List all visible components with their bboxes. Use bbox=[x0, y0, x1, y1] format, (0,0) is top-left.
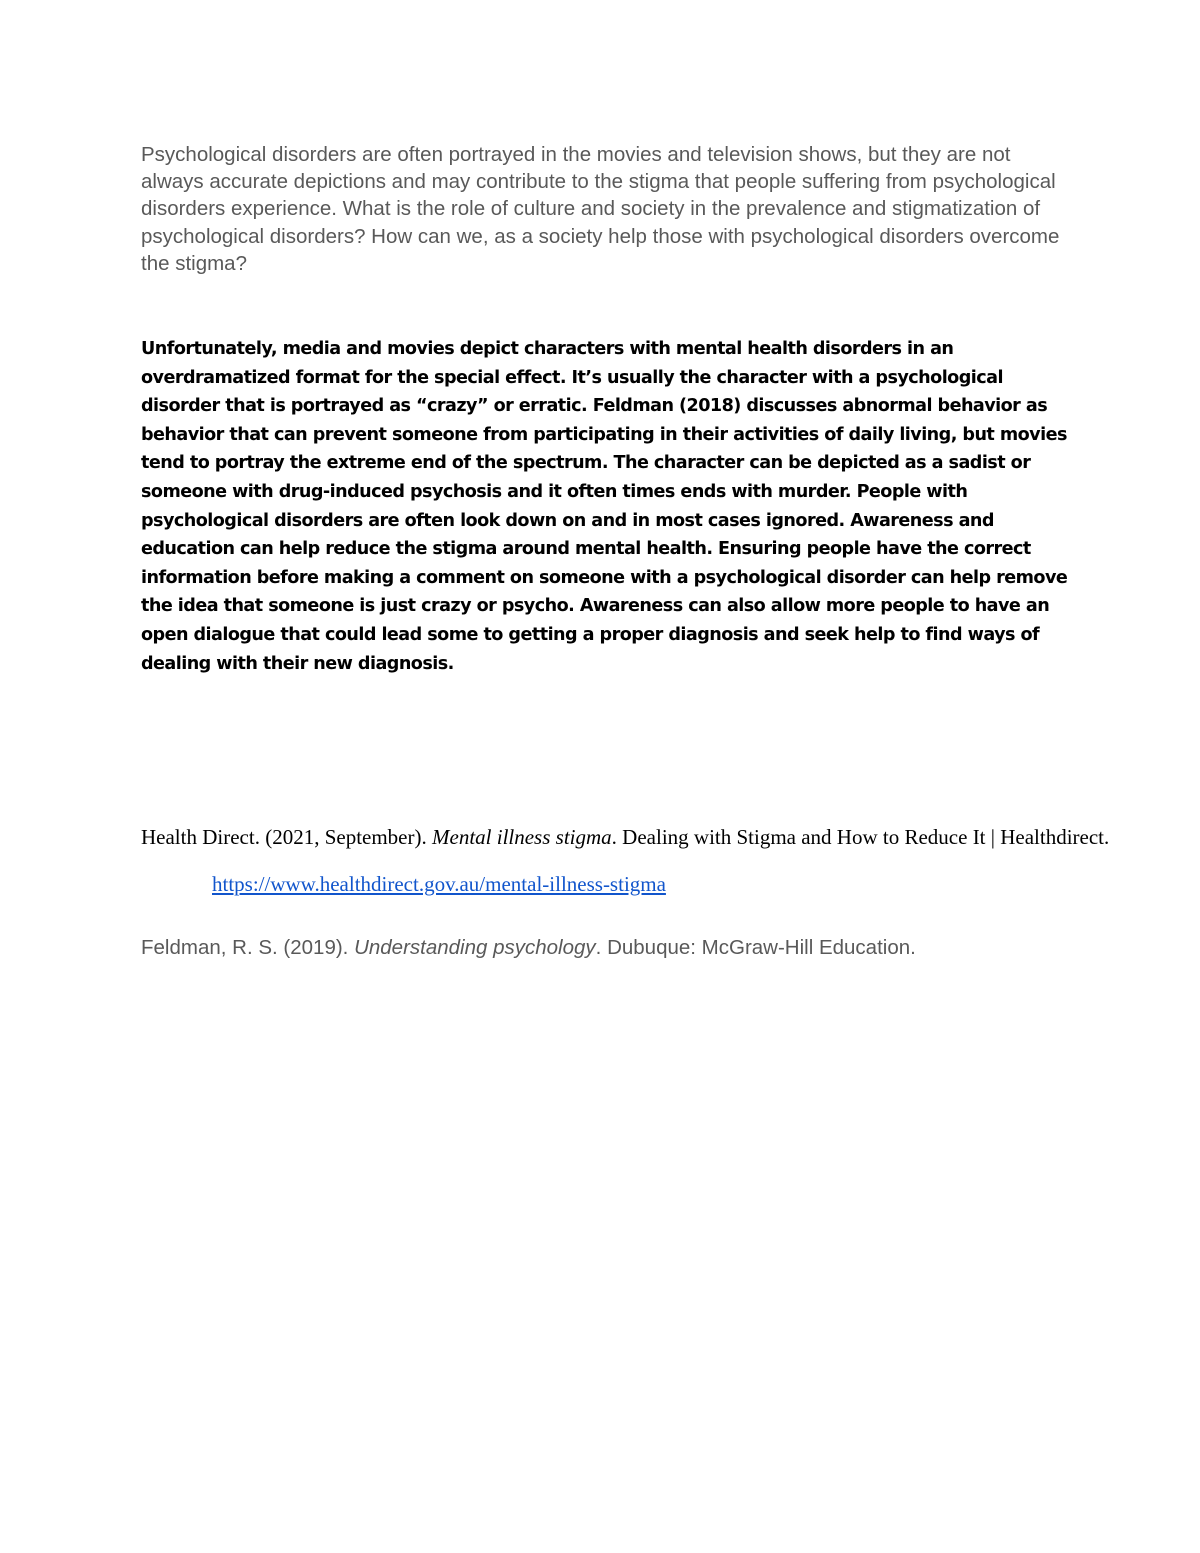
response-paragraph: Unfortunately, media and movies depict characters with mental health disorders in an overdramatized format for the special effect. It’s usually the character with a psychological disorder that is portrayed as “crazy” or erratic. Feldman (2018) discusses abnormal behavior as behavior that can prevent someone from participating in their activities of daily living, but movies tend to portray the extreme end of the spectrum. The character can be depicted as a sadist or someone with drug-induced psychosis and it often times ends with murder. People with psychological disorders are often look down on and in most cases ignored. Awareness and education can help reduce the stigma around mental health. Ensuring people have the correct information before making a comment on someone with a psychological disorder can help remove the idea that someone is just crazy or psycho. Awareness can also allow more people to have an open dialogue that could lead some to getting a proper diagnosis and seek help to find ways of dealing with their new diagnosis. bbox=[141, 339, 1068, 674]
discussion-prompt: Psychological disorders are often portrayed in the movies and television shows, but they are not always accurate depictions and may contribute to the stigma that people suffering from psychological disorders experience. What is the role of culture and society in the prevalence and stigmatization of psychological disorders? How can we, as a society help those with psychological disorders overcome the stigma? bbox=[141, 143, 1060, 275]
reference-author-date: Health Direct. (2021, September). bbox=[141, 825, 432, 849]
reference-title: Mental illness stigma bbox=[432, 825, 612, 849]
reference-details: . Dealing with Stigma and How to Reduce It | Healthdirect. bbox=[611, 825, 1110, 849]
reference-author-date: Feldman, R. S. (2019). bbox=[141, 936, 355, 959]
reference-health-direct bbox=[141, 814, 1132, 908]
reference-title: Understanding psychology bbox=[354, 936, 596, 959]
reference-link[interactable]: https://www.healthdirect.gov.au/mental-illness-stigma bbox=[212, 872, 666, 896]
reference-details: . Dubuque: McGraw-Hill Education. bbox=[595, 936, 916, 959]
reference-feldman bbox=[141, 934, 1101, 962]
